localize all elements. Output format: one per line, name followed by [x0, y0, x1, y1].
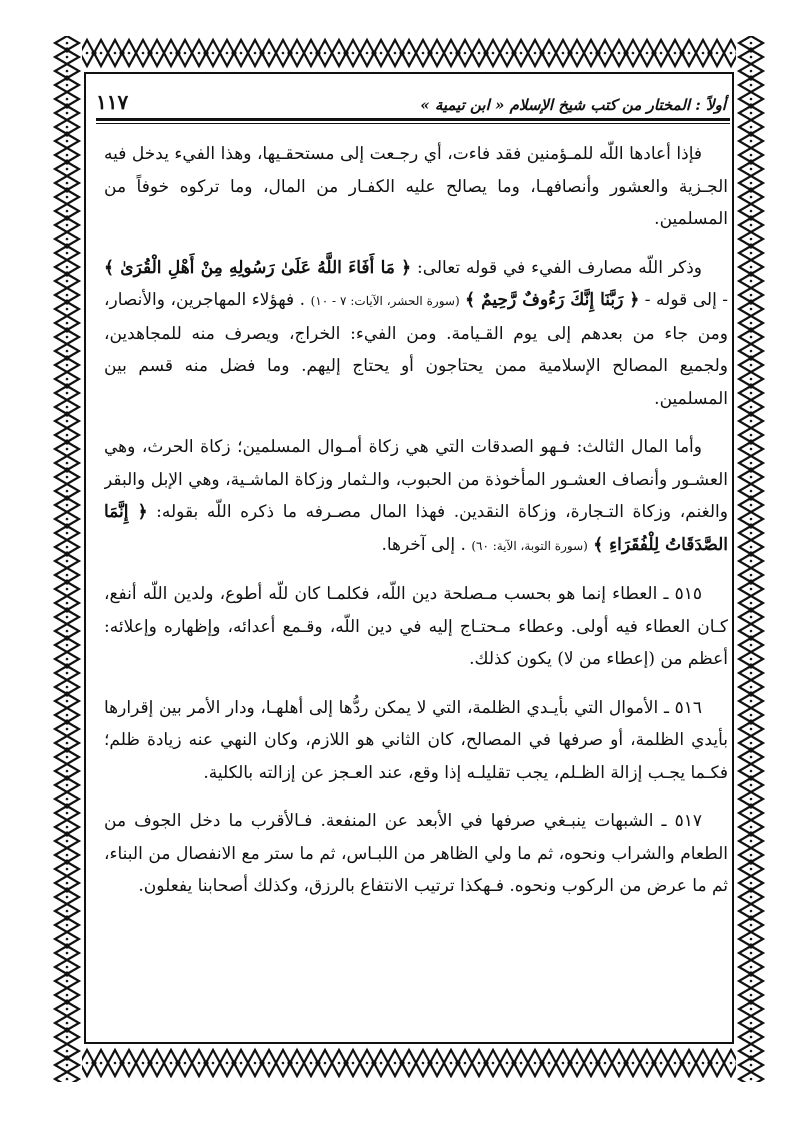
paragraph-text: وأما المال الثالث: فـهو الصدقات التي هي زكاة أمـوال المسلمين؛ زكاة الحرث، وهي العشـور وأنصاف العشـور المأخوذة من الحبوب، والـثمار وزكاة الماشـية، وهي الإبل والبقر والغنم، وزكاة التـجارة، وزكاة النقدين. فهذا المال مصـرفه ما ذكره اللّه بقوله: — [104, 437, 728, 522]
paragraph-number: ٥١٧ — [674, 811, 702, 831]
paragraph-fay-return — [104, 138, 728, 236]
paragraph-number: ٥١٥ — [674, 584, 702, 604]
paragraph-text: - إلى قوله - — [639, 290, 728, 310]
ornament-band-top — [52, 36, 766, 70]
numbered-paragraph-516 — [104, 692, 728, 790]
ornament-band-right — [736, 36, 766, 1082]
paragraph-fay-recipients — [104, 252, 728, 416]
ornament-pattern-top — [52, 36, 766, 70]
numbered-paragraph-515 — [104, 578, 728, 676]
verse-reference: (سورة التوبة، الآية: ٦٠) — [471, 538, 588, 553]
paragraph-text: . فهؤلاء المهاجرين، والأنصار، ومن جاء من بعدهم إلى يوم القـيامة. ومن الفيء: الخراج، ويصرف منه للمجاهدين، ولجميع المصالح الإسلامية ممن يحتاجون أو يحتاج إليهم. وما فضل منه قسم بين المسلمين. — [104, 290, 728, 409]
paragraph-text: ـ العطاء إنما هو بحسب مـصلحة دين اللّه، فكلمـا كان للّه أطوع، ولدين اللّه أنفع، كـان العطاء فيه أولى. وعطاء مـحتـاج إليه في دين اللّه، وقـمع أعدائه، وإظهاره وإعلائه: أعظم من (إعطاء من لا) يكون كذلك. — [104, 584, 728, 669]
running-title: أولاً : المختار من كتب شيخ الإسلام « ابن تيمية » — [420, 96, 726, 114]
paragraph-text: ـ الشبهات ينبـغي صرفها في الأبعد عن المنفعة. فـالأقرب ما دخل الجوف من الطعام والشراب ونحوه، ثم ما ولي الظاهر من اللبـاس، ثم ما ستر مع الانفصال من البناء، ثم ما عرض من الركوب ونحوه. فـهكذا ترتيب الانتفاع بالرزق، وكذلك أصحابنا يفعلون. — [104, 811, 728, 896]
paragraph-text: فإذا أعادها اللّه للمـؤمنين فقد فاءت، أي رجـعت إلى مستحقـيها، وهذا الفيء يدخل فيه الجـزية والعشور وأنصافهـا، وما يصالح عليه الكفـار من المال، وما تركوه خوفاً من المسلمين. — [104, 144, 728, 229]
page-body — [104, 138, 728, 1038]
quran-verse: ﴿ إِنَّمَا الصَّدَقَاتُ لِلْفُقَرَاءِ ﴾ — [104, 502, 728, 555]
paragraph-number: ٥١٦ — [674, 697, 702, 718]
paragraph-third-wealth — [104, 431, 728, 562]
paragraph-text: ـ الأموال التي بأيـدي الظلمة، التي لا يمكن ردُّها إلى أهلهـا، ودار الأمر بين إقرارها بأيدي الظلمة، أو صرفها في المصالح، كان الثاني هو اللازم، وكان النهي عنه زيادة ظلم؛ فكـما يجـب إزالة الظـلم، يجب تقليلـه إذا وقع، عند العـجز عن إزالته بالكلية. — [104, 697, 728, 783]
ornament-band-left — [52, 36, 82, 1082]
page-number: ١١٧ — [96, 90, 129, 114]
ornament-band-bottom — [52, 1046, 766, 1082]
numbered-paragraph-517 — [104, 805, 728, 903]
ornament-pattern-bottom — [52, 1046, 766, 1082]
paragraph-text: . إلى آخرها. — [381, 534, 466, 555]
ornament-pattern-left — [52, 36, 82, 1082]
quran-verse: ﴿ مَا أَفَاءَ اللَّهُ عَلَىٰ رَسُولِهِ مِنْ أَهْلِ الْقُرَىٰ ﴾ — [104, 257, 412, 278]
verse-reference: (سورة الحشر، الآيات: ٧ - ١٠) — [310, 294, 460, 308]
paragraph-text: وذكر اللّه مصارف الفيء في قوله تعالى: — [411, 257, 702, 278]
quran-verse: ﴿ رَبَّنَا إِنَّكَ رَءُوفٌ رَّحِيمٌ ﴾ — [465, 290, 640, 310]
page-header — [96, 82, 726, 114]
header-rule — [96, 118, 730, 124]
ornament-pattern-right — [736, 36, 766, 1082]
